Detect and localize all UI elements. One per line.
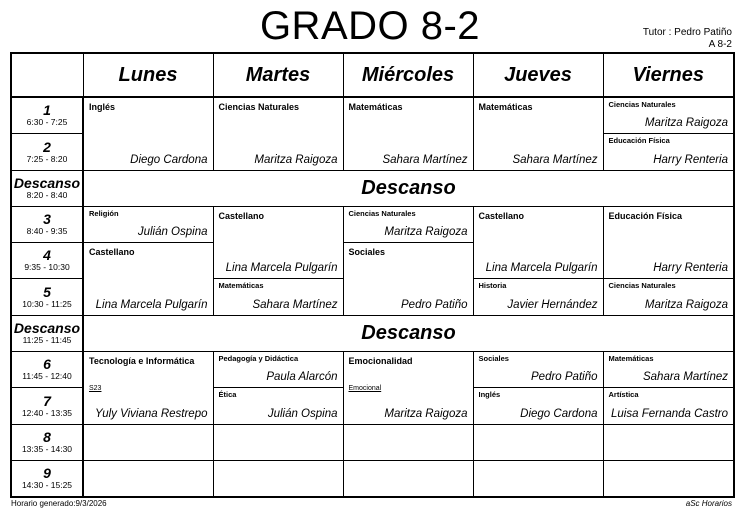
period-number: 8 (43, 429, 51, 445)
period-time: 6:30 - 7:25 (26, 117, 68, 128)
period-row-3 (11, 206, 734, 242)
day-header-friday: Viernes (603, 53, 734, 97)
lesson-mon-1[interactable] (83, 97, 213, 170)
lesson-subject: Inglés (478, 389, 501, 399)
period-label-6 (11, 351, 83, 387)
lesson-subject: Matemáticas (218, 280, 264, 290)
lesson-tue-6[interactable] (213, 351, 343, 387)
lesson-teacher: Luisa Fernanda Castro (611, 407, 728, 420)
lesson-subject: Sociales (348, 246, 386, 257)
lesson-fri-5[interactable] (603, 278, 734, 315)
lesson-tue-7[interactable] (213, 387, 343, 424)
period-number: 4 (43, 247, 51, 263)
period-number: 1 (43, 102, 51, 119)
lesson-thu-7[interactable] (473, 387, 603, 424)
lesson-wed-1[interactable] (343, 97, 473, 170)
lesson-subject: Castellano (478, 210, 525, 221)
lesson-fri-7[interactable] (603, 387, 734, 424)
lesson-subject: Sociales (478, 353, 509, 363)
lesson-wed-4[interactable] (343, 242, 473, 315)
period-number: 6 (43, 356, 51, 372)
lesson-subject: Religión (89, 208, 119, 218)
lesson-subject: Castellano (89, 246, 135, 257)
day-header-row (11, 53, 734, 97)
lesson-subject: Ciencias Naturales (608, 280, 676, 290)
lesson-teacher: Harry Renteria (653, 261, 728, 274)
lesson-subject: Castellano (218, 210, 265, 221)
lesson-teacher: Javier Hernández (507, 298, 598, 311)
period-label-5 (11, 278, 83, 315)
break-row-1 (11, 170, 734, 206)
lesson-teacher: Diego Cardona (520, 407, 598, 420)
period-time: 12:40 - 13:35 (21, 407, 73, 418)
empty-slot[interactable] (343, 424, 473, 460)
break-label-2 (11, 315, 83, 351)
lesson-subject: Ciencias Naturales (608, 100, 676, 109)
period-label-1 (11, 97, 83, 133)
period-row-1 (11, 97, 734, 133)
lesson-teacher: Sahara Martínez (252, 298, 338, 311)
lesson-tue-1[interactable] (213, 97, 343, 170)
classroom-label: A 8-2 (708, 39, 732, 50)
lesson-mon-3[interactable] (83, 206, 213, 242)
page-title: GRADO 8-2 (259, 4, 481, 48)
period-time: 9:35 - 10:30 (24, 262, 70, 272)
period-label-4 (11, 242, 83, 278)
lesson-subject: Tecnología e Informática (89, 355, 195, 366)
lesson-subject: Artística (608, 389, 639, 399)
period-label-9 (11, 460, 83, 497)
lesson-tue-3[interactable] (213, 206, 343, 278)
period-time: 11:45 - 12:40 (22, 371, 72, 381)
lesson-teacher: Lina Marcela Pulgarín (225, 261, 338, 274)
break-banner-1: Descanso (83, 170, 734, 206)
break-time: 11:25 - 11:45 (22, 335, 72, 345)
period-number: 2 (43, 138, 51, 155)
period-number: 3 (43, 211, 51, 227)
period-number: 7 (43, 392, 51, 409)
empty-slot[interactable] (603, 424, 734, 460)
lesson-subject: Ética (218, 389, 237, 399)
day-header-thursday: Jueves (473, 53, 603, 97)
lesson-teacher: Lina Marcela Pulgarín (485, 261, 598, 274)
tutor-name: Tutor : Pedro Patiño (642, 27, 732, 38)
period-row-6 (11, 351, 734, 387)
lesson-subject: Historia (478, 280, 507, 290)
period-label-7 (11, 387, 83, 424)
period-row-8 (11, 424, 734, 460)
lesson-teacher: Pedro Patiño (531, 370, 598, 383)
empty-slot[interactable] (83, 460, 213, 497)
lesson-mon-4[interactable] (83, 242, 213, 315)
empty-slot[interactable] (213, 460, 343, 497)
timetable (10, 52, 735, 498)
generated-date: Horario generado:9/3/2026 (11, 499, 107, 508)
software-credit: aSc Horarios (685, 499, 732, 508)
lesson-thu-3[interactable] (473, 206, 603, 278)
lesson-teacher: Sahara Martínez (512, 153, 598, 166)
period-number: 5 (43, 283, 51, 300)
lesson-teacher: Harry Renteria (653, 153, 728, 166)
lesson-tue-5[interactable] (213, 278, 343, 315)
day-header-wednesday: Miércoles (343, 53, 473, 97)
break-name: Descanso (13, 320, 81, 336)
break-label-1 (11, 170, 83, 206)
lesson-subject: Pedagogía y Didáctica (218, 353, 299, 363)
lesson-wed-3[interactable] (343, 206, 473, 242)
lesson-teacher: Sahara Martínez (382, 153, 468, 166)
lesson-teacher: Sahara Martínez (642, 370, 728, 383)
lesson-mon-6[interactable] (83, 351, 213, 424)
break-banner-2: Descanso (83, 315, 734, 351)
lesson-room: Emocional (348, 384, 382, 392)
lesson-subject: Inglés (89, 102, 116, 112)
empty-slot[interactable] (343, 460, 473, 497)
empty-slot[interactable] (473, 460, 603, 497)
lesson-thu-5[interactable] (473, 278, 603, 315)
lesson-fri-1[interactable] (603, 97, 734, 133)
empty-slot[interactable] (83, 424, 213, 460)
corner-cell (11, 53, 83, 97)
lesson-teacher: Julián Ospina (137, 225, 208, 238)
lesson-fri-3[interactable] (603, 206, 734, 278)
period-label-2 (11, 133, 83, 170)
lesson-teacher: Maritza Raigoza (384, 407, 468, 420)
lesson-subject: Matemáticas (478, 102, 533, 112)
day-header-tuesday: Martes (213, 53, 343, 97)
lesson-subject: Matemáticas (608, 353, 654, 363)
period-label-8 (11, 424, 83, 460)
lesson-teacher: Diego Cardona (130, 153, 208, 166)
lesson-teacher: Paula Alarcón (266, 370, 338, 383)
period-number: 9 (43, 465, 51, 482)
lesson-subject: Educación Física (608, 210, 683, 221)
break-row-2 (11, 315, 734, 351)
lesson-teacher: Maritza Raigoza (644, 298, 728, 311)
lesson-wed-6[interactable] (343, 351, 473, 424)
lesson-teacher: Maritza Raigoza (384, 225, 468, 238)
lesson-teacher: Maritza Raigoza (644, 116, 728, 129)
lesson-room: S23 (89, 384, 102, 392)
empty-slot[interactable] (213, 424, 343, 460)
period-label-3 (11, 206, 83, 242)
period-row-9 (11, 460, 734, 497)
break-time: 8:20 - 8:40 (26, 190, 68, 200)
lesson-teacher: Julián Ospina (267, 407, 338, 420)
lesson-fri-2[interactable] (603, 133, 734, 170)
lesson-teacher: Pedro Patiño (401, 298, 468, 311)
lesson-subject: Ciencias Naturales (218, 102, 300, 112)
lesson-fri-6[interactable] (603, 351, 734, 387)
lesson-thu-1[interactable] (473, 97, 603, 170)
lesson-subject: Emocionalidad (348, 355, 413, 366)
lesson-teacher: Maritza Raigoza (254, 153, 338, 166)
lesson-thu-6[interactable] (473, 351, 603, 387)
day-header-monday: Lunes (83, 53, 213, 97)
lesson-teacher: Lina Marcela Pulgarín (95, 298, 208, 311)
period-time: 8:40 - 9:35 (26, 226, 68, 236)
period-time: 13:35 - 14:30 (21, 444, 73, 454)
lesson-teacher: Yuly Viviana Restrepo (94, 407, 208, 420)
period-time: 7:25 - 8:20 (26, 153, 68, 164)
period-time: 14:30 - 15:25 (21, 480, 73, 491)
lesson-subject: Matemáticas (348, 102, 403, 112)
period-time: 10:30 - 11:25 (22, 298, 72, 309)
empty-slot[interactable] (603, 460, 734, 497)
tutor-info (643, 27, 732, 51)
break-name: Descanso (13, 175, 81, 191)
lesson-subject: Ciencias Naturales (348, 208, 416, 218)
lesson-subject: Educación Física (608, 135, 670, 145)
empty-slot[interactable] (473, 424, 603, 460)
